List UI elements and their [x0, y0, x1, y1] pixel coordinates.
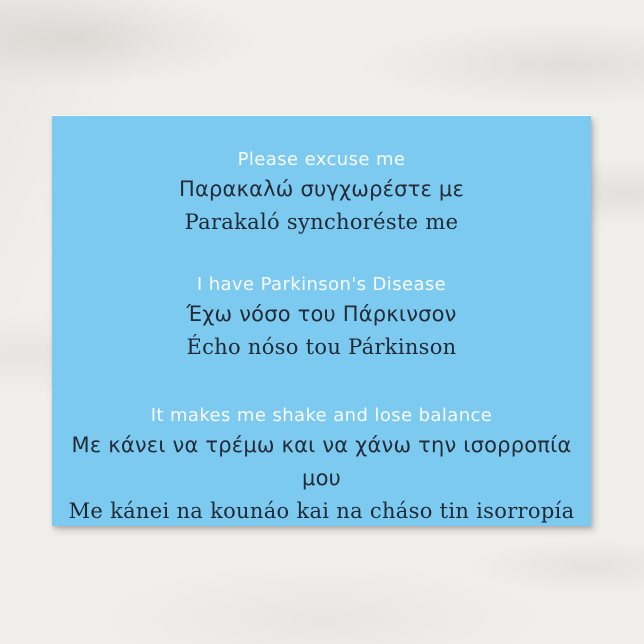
phrase-block-disease: [52, 271, 591, 364]
greek-line: Με κάνει να τρέμω και να χάνω την ισορροπία μου: [71, 433, 572, 490]
transliteration-line: Écho nóso tou Párkinson: [186, 335, 457, 359]
english-line: It makes me shake and lose balance: [150, 405, 493, 426]
transliteration-line: Parakaló synchoréste me: [184, 210, 459, 234]
phrase-block-excuse: [52, 146, 591, 239]
phrase-block-symptoms: [52, 402, 591, 528]
english-line: Please excuse me: [237, 149, 406, 170]
greek-line: Παρακαλώ συγχωρέστε με: [178, 177, 465, 201]
english-line: I have Parkinson's Disease: [196, 274, 447, 295]
transliteration-line: Me kánei na kounáo kai na cháso tin isorropía: [68, 499, 575, 523]
postcard: [52, 116, 591, 526]
greek-line: Έχω νόσο του Πάρκινσον: [186, 302, 457, 326]
